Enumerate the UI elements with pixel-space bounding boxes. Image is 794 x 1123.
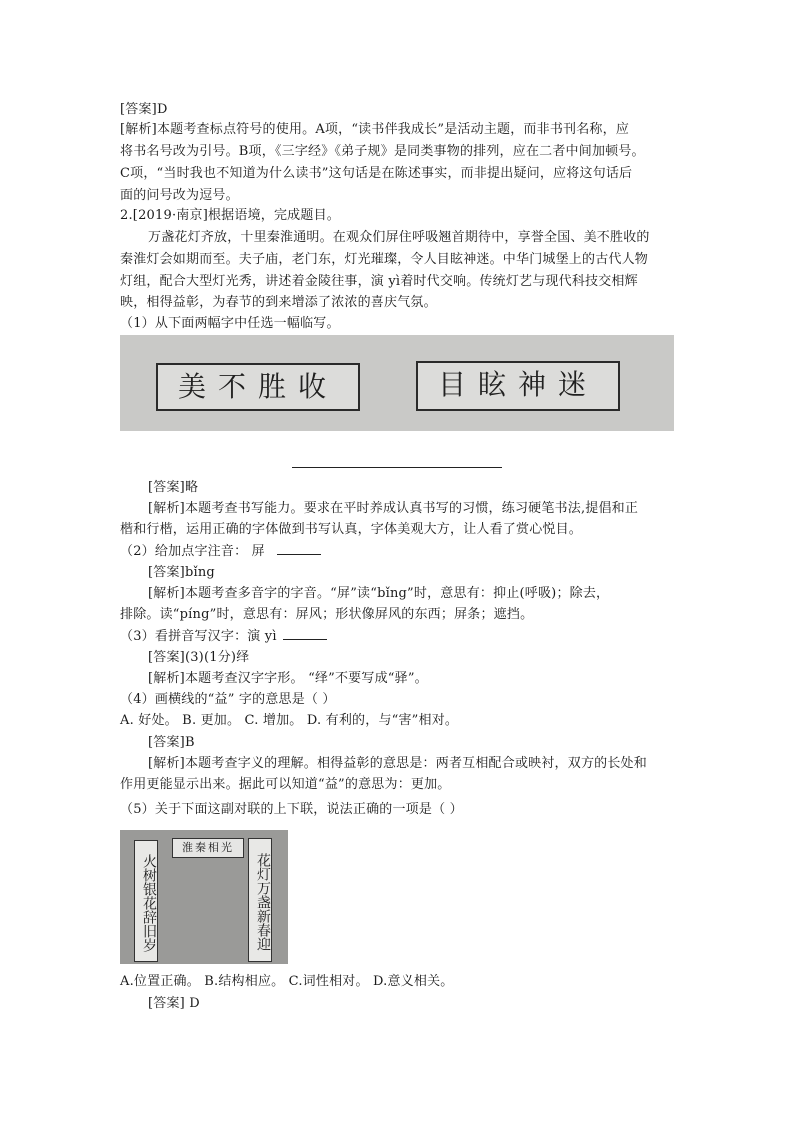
q2-sub4-analysis-line: [解析]本题考查字义的理解。相得益彰的意思是：两者互相配合或映衬，双方的长处和 bbox=[148, 756, 647, 771]
calligraphy-photo bbox=[120, 335, 674, 431]
q2-sub5-prompt: （5）关于下面这副对联的上下联，说法正确的一项是（ ） bbox=[120, 802, 463, 817]
q2-sub1-analysis-line: [解析]本题考查书写能力。要求在平时养成认真书写的习惯，练习硬笔书法,提倡和正 bbox=[148, 501, 639, 516]
q2-sub2-analysis-line: [解析]本题考查多音字的字音。“屏”读“bǐng”时，意思有：抑止(呼吸)；除去， bbox=[148, 586, 610, 601]
q2-sub2-analysis-line: 排除。读“píng”时，意思有：屏风；形状像屏风的东西；屏条；遮挡。 bbox=[120, 607, 534, 622]
q2-heading: 2.[2019·南京]根据语境，完成题目。 bbox=[120, 208, 340, 223]
calligraphy-box-right: 目眩神迷 bbox=[416, 361, 620, 411]
q2-passage-line: 万盏花灯齐放，十里秦淮通明。在观众们屏住呼吸翘首期待中，享誉全国、美不胜收的 bbox=[148, 230, 650, 245]
q2-sub3-prompt: （3）看拼音写汉字：演 yì bbox=[120, 629, 277, 644]
q2-passage-line: 秦淮灯会如期而至。夫子庙，老门东，灯光璀璨，令人目眩神迷。中华门城堡上的古代人物 bbox=[120, 252, 649, 267]
q2-sub4-options: A. 好处。 B. 更加。 C. 增加。 D. 有利的，与“害”相对。 bbox=[120, 713, 459, 728]
q2-sub3-answer: [答案](3)(1分)绎 bbox=[148, 650, 250, 665]
q2-passage-line: 映，相得益彰，为春节的到来增添了浓浓的喜庆气氛。 bbox=[120, 295, 437, 310]
q1-analysis-line: [解析]本题考查标点符号的使用。A项，“读书伴我成长”是活动主题，而非书刊名称，应 bbox=[120, 122, 630, 137]
calligraphy-box-left: 美不胜收 bbox=[156, 363, 360, 411]
couplet-banner: 淮秦相光 bbox=[172, 838, 244, 858]
q2-sub4-answer: [答案]B bbox=[148, 735, 195, 750]
q1-analysis-line: C项，“当时我也不知道为什么读书”这句话是在陈述事实，而非提出疑问，应将这句话后 bbox=[120, 166, 633, 181]
q2-sub4-prompt: （4）画横线的“益” 字的意思是（ ） bbox=[120, 692, 336, 707]
q2-sub1-prompt: （1）从下面两幅字中任选一幅临写。 bbox=[120, 316, 340, 331]
q2-passage-line: 灯组，配合大型灯光秀，讲述着金陵往事，演 yì着时代交响。传统灯艺与现代科技交相辉 bbox=[120, 274, 638, 289]
q2-sub3-analysis: [解析]本题考查汉字字形。 “绎”不要写成“驿”。 bbox=[148, 671, 428, 686]
q2-sub5-answer: [答案] D bbox=[148, 996, 200, 1011]
q2-sub5-options: A.位置正确。 B.结构相应。 C.词性相对。 D.意义相关。 bbox=[120, 974, 454, 989]
couplet-right-scroll: 花灯万盏新春迎 bbox=[248, 838, 272, 962]
couplet-left-scroll: 火树银花辞旧岁 bbox=[134, 840, 158, 962]
q2-sub1-answer: [答案]略 bbox=[148, 480, 199, 495]
couplet-photo bbox=[120, 830, 288, 964]
q2-sub4-analysis-line: 作用更能显示出来。据此可以知道“益”的意思为：更加。 bbox=[120, 777, 451, 792]
q1-analysis-line: 面的问号改为逗号。 bbox=[120, 188, 239, 203]
q2-sub2-prompt: （2）给加点字注音： 屏 bbox=[120, 544, 265, 559]
answer-blank bbox=[277, 542, 321, 555]
answer-blank bbox=[283, 627, 327, 640]
q1-analysis-line: 将书名号改为引号。B项，《三字经》《弟子规》是同类事物的排列，应在二者中间加顿号。 bbox=[120, 144, 645, 159]
writing-line bbox=[292, 467, 502, 468]
q2-sub2-answer: [答案]bǐng bbox=[148, 565, 215, 580]
q1-answer: [答案]D bbox=[120, 102, 168, 117]
q2-sub1-analysis-line: 楷和行楷，运用正确的字体做到书写认真，字体美观大方，让人看了赏心悦目。 bbox=[120, 522, 583, 537]
q2-sub2-prompt-row bbox=[120, 542, 321, 562]
q2-sub3-prompt-row bbox=[120, 627, 327, 647]
